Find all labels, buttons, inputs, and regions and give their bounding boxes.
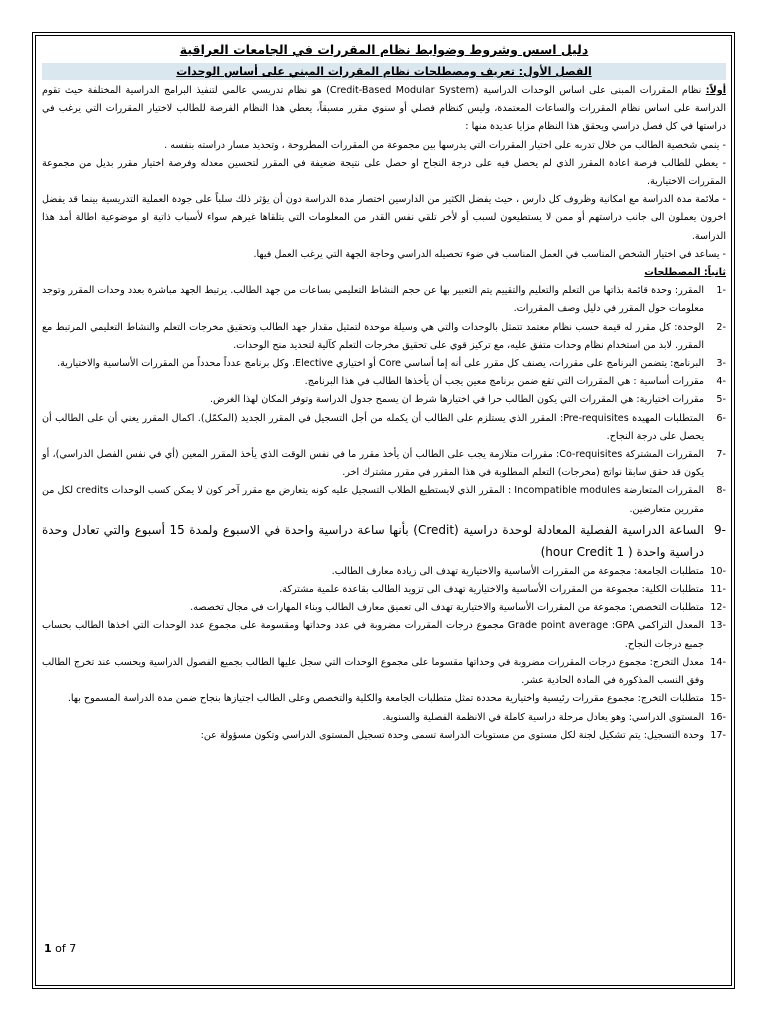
term-item [42,581,726,599]
term-text: متطلبات التخصص: مجموعة من المقررات الأساسية والاختيارية تهدف الى تعميق معارف الطالب وبناء المهارات في مجال تخصصه. [190,602,704,614]
term-item [42,690,726,708]
term-number: -13 [710,620,726,632]
bullet-item: - يعطي للطالب فرصة اعادة المقرر الذي لم يحصل فيه على درجة النجاح او حصل على نتيجة ضعيفة في المقرر لتحسين معدله وفرصة اختيار مقرر بديل من مجموعة المقررات الاختيارية. [42,157,726,188]
term-item [42,617,726,653]
term-text: المقررات المشتركة Co-requisites: مقررات متلازمة يجب على الطالب أن يأخذ مقرر ما في نفس الوقت الذي يأخذ المقرر المعين (أي في نفس الفصل الدراسي)، أو يكون قد حقق سابقا نواتج (مخرجات) التعلم المطلوبة في هذا المقرر في مقرر مشترك اخر. [42,449,704,479]
term-item [42,519,726,563]
term-number: -14 [710,656,726,668]
intro-label: أولاً: [705,85,726,96]
term-text: المتطلبات المهيدة Pre-requisites: المقرر الذي يستلزم على الطالب أن يكمله من أجل التسجيل في المقرر الجديد (المكمّل). اكمال المقرر يعني أن على الطالب أن يحصل على درجة النجاح. [42,412,704,442]
document-title: دليل اسس وشروط وضوابط نظام المقررات في الجامعات العراقية [179,42,589,57]
term-text: المستوى الدراسي: وهو يعادل مرحلة دراسية كاملة في الانظمة الفصلية والسنوية. [382,711,704,723]
term-item [42,410,726,446]
term-number: -11 [710,584,726,596]
term-item [42,563,726,581]
terms-list [42,282,726,745]
term-text: الساعة الدراسية الفصلية المعادلة لوحدة دراسية (Credit) بأنها ساعة دراسية واحدة في الاسبوع ولمدة 15 أسبوع والتي تعادل وحدة دراسية واحدة ( 1 hour Credit) [42,522,704,559]
term-item [42,654,726,690]
term-number: -5 [716,394,726,406]
term-text: متطلبات الجامعة: مجموعة من المقررات الأساسية والاختيارية تهدف الى زيادة معارف الطالب. [331,565,704,577]
document-body [42,42,726,745]
bullet-item: - يساعد في اختيار الشخص المناسب في العمل المناسب في ضوء تحصيله الدراسي وحاجة الجهة التي يرغب العمل فيها. [253,248,726,260]
term-item [42,727,726,745]
term-text: مقررات اختيارية: هي المقررات التي يكون الطالب حرا في اختيارها شرط ان يسمح جدول الدراسة وتوفر المكان لهذا الغرض. [209,394,704,406]
term-number: -1 [716,285,726,297]
intro-text: نظام المقررات المبنى على اساس الوحدات الدراسية (Credit-Based Modular System) هو نظام تدريسي عالمي لتنفيذ البرامج الدراسية المختلفة حيث تقوم الدراسة على اساس نظام المقررات والساعات المعتمدة، وليس كنظام فصلي أو سنوي مقرر مسبقاً، يعطي هذا النظام الفرصة للطالب لاختيار المقررات التي يرغب في دراستها في كل فصل دراسي ويحقق هذا النظام مزايا عديدة منها : [42,85,726,133]
term-text: معدل التخرج: مجموع درجات المقررات مضروبة في وحداتها مقسوما على مجموع الوحدات التي سجل عليها الطالب بجميع الفصول الدراسية ويحسب عند تخرج الطالب وفق النسب المذكورة في المادة الحادية عشر. [42,656,704,687]
bullet-item: - ينمي شخصية الطالب من خلال تدربه على اختيار المقررات التي يدرسها بين مجموعة من المقررات المطروحة ، وتحديد مسار دراسته بنفسه . [164,139,726,151]
intro-paragraph [42,82,726,137]
terms-section-label: ثانياً: المصطلحات [644,267,726,279]
term-number: -3 [716,358,726,370]
term-number: -2 [716,321,726,333]
term-number: -7 [716,449,726,461]
terms-section-heading [42,264,726,282]
term-number: -6 [716,412,726,424]
term-text: متطلبات التخرج: مجموع مقررات رئيسية واختيارية محددة تمثل متطلبات الجامعة والكلية والتخصص وعلى الطالب اجتيازها بنجاح ضمن مدة الدراسة المسموح بها. [67,693,704,705]
term-text: المقرر: وحدة قائمة بذاتها من التعلم والتعليم والتقييم يتم التعبير بها عن حجم النشاط التعليمي بساعات من جهد الطالب. يرتبط الجهد مباشرة بعدد وحدات المقرر وتوجد معلومات حول المقرر في دليل وصف المقررات. [42,285,704,315]
term-item [42,373,726,391]
term-number: -16 [710,711,726,723]
term-item [42,446,726,482]
term-number: -12 [710,602,726,614]
term-item [42,282,726,318]
current-page: 1 [44,942,52,955]
total-pages: of 7 [51,942,77,955]
term-number: -9 [714,522,726,537]
term-number: -17 [710,729,726,741]
term-number: -10 [710,565,726,577]
term-text: الوحدة: كل مقرر له قيمة حسب نظام معتمد تتمثل بالوحدات والتي هي وسيلة موحدة لتمثيل مقدار جهد الطالب وتحقيق مخرجات التعلم والنشاط التعليمي المرتبط مع المقرر. لابد من استخدام نظام وحدات متفق عليه، مع تركيز قوي على تحقيق مخرجات التعلم كآلية لتحديد منح الوحدات. [42,321,704,351]
term-item [42,319,726,355]
term-item [42,355,726,373]
term-text: متطلبات الكلية: مجموعة من المقررات الأساسية والاختيارية تهدف الى تزويد الطالب بقاعدة علمية مشتركة. [279,584,704,596]
bullet-item: - ملائمة مدة الدراسة مع امكانية وظروف كل دارس ، حيث يفضل الكثير من الدارسين اختصار مدة الدراسة دون أن يؤثر ذلك سلباً على جودة العملية التدريسية بينما قد يفضل اخرون يعملون الى جانب دراستهم أو ممن لا يستطيعون لسبب أو لأخر تلقي نفس القدر من المعلومات التي يتلقاها غيرهم سواء لأسباب ذاتية او موضوعية اطالة أمد هذا الدراسة. [42,194,726,242]
term-number: -15 [710,693,726,705]
term-number: -4 [716,376,726,388]
term-text: البرنامج: يتضمن البرنامج على مقررات، يصنف كل مقرر على أنه إما أساسي Core أو اختياري Elective. وكل برنامج عدداً محدداً من المقررات الأساسية والاختيارية. [57,358,704,370]
term-item [42,482,726,518]
term-text: المعدل التراكمي Grade point average :GPA مجموع درجات المقررات مضروبة في عدد وحداتها ومقسومة على مجموع عدد الوحدات التي اخذها الطالب بحساب جميع درجات النجاح. [42,620,705,650]
chapter-heading: الفصل الأول: تعريف ومصطلحات نظام المقررات المبني على أساس الوحدات [42,63,726,80]
page-number [44,942,76,955]
term-number: -8 [716,485,726,497]
term-text: المقررات المتعارضة Incompatible modules : المقرر الذي لايستطيع الطلاب التسجيل عليه كونه يتعارض مع مقرر آخر كون لا يمكن كسب الوحدات credits لكل من مقررين متعارضين. [42,485,704,515]
term-text: مقررات أساسية : هي المقررات التي تقع ضمن برنامج معين يجب أن يأخذها الطالب في هذا البرنامج. [304,376,704,388]
term-item [42,709,726,727]
term-item [42,391,726,409]
term-text: وحدة التسجيل: يتم تشكيل لجنة لكل مستوى من مستويات الدراسة تسمى وحدة تسجيل المستوى الدراسي وتكون مسؤولة عن: [200,729,704,741]
term-item [42,599,726,617]
